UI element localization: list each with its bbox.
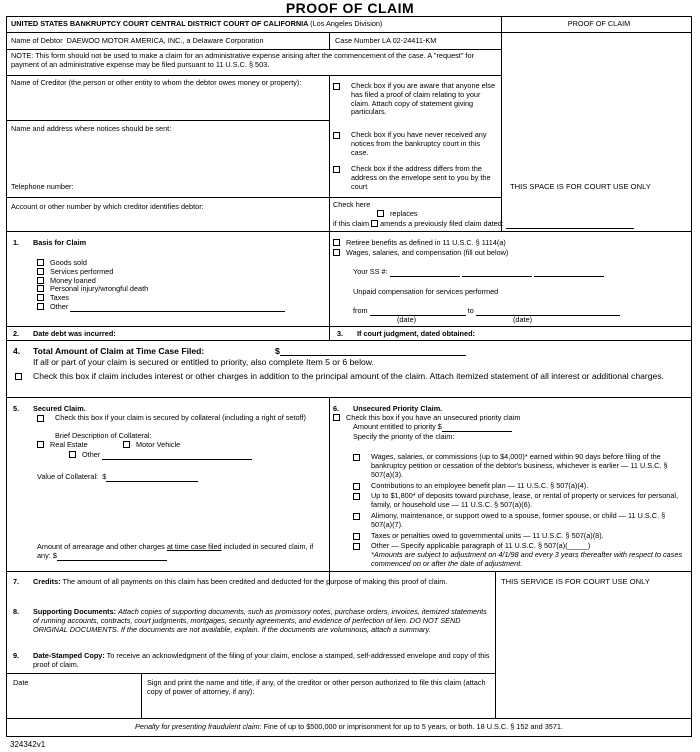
court-name — [11, 20, 382, 29]
arrearage-underlined: at time case filed — [166, 542, 222, 551]
arrearage-field — [37, 543, 327, 561]
checkbox[interactable] — [377, 210, 384, 217]
priority-deposits[interactable] — [353, 492, 687, 510]
ss-line-2[interactable] — [462, 270, 532, 277]
checkbox[interactable] — [69, 451, 76, 458]
collateral-value-field — [37, 473, 198, 482]
item3-num: 3. — [337, 329, 344, 338]
check-never-label: Check box if you have never received any notices from the bankruptcy court in this case. — [351, 130, 487, 157]
total-amount-field — [275, 346, 466, 356]
replaces-label: replaces — [390, 209, 418, 218]
to-date-line[interactable] — [476, 309, 620, 316]
check-never-received[interactable] — [333, 131, 499, 157]
motor-vehicle-label: Motor Vehicle — [136, 440, 181, 449]
priority-alimony[interactable] — [353, 512, 687, 530]
priority-amount-label: Amount entitled to priority $ — [353, 422, 442, 431]
note-text: NOTE: This form should not be used to make a claim for an administrative expense arising after the commencement of the case. A "request" for payment of an administrative expense may be filed pursuant to 11 U.S.C. § 503. — [11, 51, 474, 69]
dollar-sign: $ — [52, 550, 57, 560]
amends-label: amends a previously filed claim dated: — [380, 219, 504, 228]
ss-line-1[interactable] — [390, 270, 460, 277]
option-label: Services performed — [50, 266, 114, 276]
date-label: Date — [13, 678, 29, 687]
motor-vehicle-option[interactable] — [123, 441, 180, 450]
priority-amount-field — [353, 423, 512, 432]
retiree-benefits[interactable] — [333, 239, 506, 248]
checkbox[interactable] — [353, 454, 360, 461]
priority-footnote: *Amounts are subject to adjustment on 4/1/98 and every 3 years thereafter with respect to cases commenced on or after the date of adjustment. — [371, 550, 683, 568]
other-collateral-label: Other — [82, 450, 101, 459]
date-incurred-label: Date debt was incurred: — [33, 329, 116, 338]
check-aware-other-claim[interactable] — [333, 82, 499, 117]
credits-text: The amount of all payments on this claim has been credited and deducted for the purpose of making this proof of claim. — [62, 577, 448, 586]
case-number-field — [335, 37, 436, 46]
real-estate-label: Real Estate — [50, 440, 88, 449]
check-here-label: Check here — [333, 200, 371, 209]
penalty-notice — [7, 723, 691, 732]
ss-line-3[interactable] — [534, 270, 604, 277]
from-date-line[interactable] — [370, 309, 466, 316]
checkbox[interactable] — [15, 373, 22, 380]
total-amount-label: Total Amount of Claim at Time Case Filed: — [33, 346, 205, 356]
basis-num: 1. — [13, 238, 20, 247]
checkbox[interactable] — [37, 441, 44, 448]
total-amount-note: If all or part of your claim is secured or entitled to priority, also complete Item 5 or 6 below. — [33, 357, 374, 367]
checkbox[interactable] — [333, 249, 340, 256]
option-label: Goods sold — [50, 258, 87, 267]
secured-check-label: Check this box if your claim is secured by collateral (including a right of setoff) — [55, 413, 306, 422]
penalty-label: Penalty for presenting fraudulent claim: — [135, 722, 262, 731]
checkbox[interactable] — [37, 259, 44, 266]
item4-num: 4. — [13, 346, 21, 356]
basis-personal-injury[interactable] — [37, 285, 285, 294]
page-title: PROOF OF CLAIM — [285, 0, 415, 16]
other-collateral-line[interactable] — [102, 453, 252, 460]
from-to-field — [353, 307, 620, 316]
unsecured-priority-label: Unsecured Priority Claim. — [353, 404, 443, 413]
item9-copy — [13, 652, 491, 670]
arrearage-text: Amount of arrearage and other charges — [37, 542, 165, 551]
item2-num: 2. — [13, 329, 20, 338]
brief-description-label: Brief Description of Collateral: — [55, 431, 152, 440]
court-name-text: UNITED STATES BANKRUPTCY COURT CENTRAL DISTRICT COURT OF CALIFORNIA — [11, 19, 309, 28]
priority-taxes-label: Taxes or penalties owed to governmental units — 11 U.S.C. § 507(a)(8). — [371, 531, 604, 540]
checkbox[interactable] — [333, 414, 340, 421]
case-number-value[interactable]: LA 02-24411-KM — [382, 36, 437, 45]
checkbox[interactable] — [37, 294, 44, 301]
checkbox[interactable] — [37, 285, 44, 292]
supporting-label: Supporting Documents: — [33, 607, 117, 616]
case-number-label: Case Number — [335, 36, 381, 45]
option-label: Money loaned — [50, 275, 96, 285]
account-number-label: Account or other number by which creditor identifies debtor: — [11, 202, 204, 211]
court-judgment-label: If court judgment, dated obtained: — [357, 329, 475, 338]
priority-benefit-label: Contributions to an employee benefit plan — 11 U.S.C. § 507(a)(4). — [371, 481, 589, 490]
checkbox[interactable] — [37, 268, 44, 275]
copy-text: To receive an acknowledgment of the filing of your claim, enclose a stamped, self-addressed envelope and copy of this proof of claim. — [33, 651, 490, 669]
address-label: Name and address where notices should be sent: — [11, 124, 172, 133]
other-collateral-option[interactable] — [69, 451, 252, 460]
priority-wages[interactable] — [353, 453, 687, 479]
from-date-caption: (date) — [397, 315, 417, 324]
item9-num: 9. — [13, 651, 20, 660]
credits-label: Credits: — [33, 577, 61, 586]
item7-num: 7. — [13, 577, 20, 586]
item6-num: 6. — [333, 404, 340, 413]
amend-date-line[interactable] — [506, 222, 634, 229]
basis-taxes[interactable] — [37, 294, 285, 303]
real-estate-option[interactable] — [37, 441, 88, 450]
check-amends[interactable] — [333, 220, 634, 229]
dollar-sign: $ — [102, 472, 107, 481]
priority-alimony-label: Alimony, maintenance, or support owed to a spouse, former spouse, or child — 11 U.S.C. § 507(a)(7). — [371, 511, 666, 529]
option-label: Other — [50, 301, 69, 311]
collateral-value-label: Value of Collateral: — [37, 472, 99, 481]
specify-priority-label: Specify the priority of the claim: — [353, 432, 455, 441]
check-aware-label: Check box if you are aware that anyone else has filed a proof of claim relating to your claim. Attach copy of statement giving particulars. — [351, 81, 495, 117]
checkbox[interactable] — [37, 303, 44, 310]
priority-deposits-label: Up to $1,800* of deposits toward purchase, lease, or rental of property or services for personal, family, or household use — 11 U.S.C. § 507(a)(6). — [371, 491, 679, 509]
priority-amount-line[interactable] — [442, 425, 512, 432]
retiree-label: Retiree benefits as defined in 11 U.S.C. § 1114(a) — [346, 238, 506, 247]
checkbox[interactable] — [37, 277, 44, 284]
service-court-use: THIS SERVICE IS FOR COURT USE ONLY — [501, 577, 650, 586]
telephone-label: Telephone number: — [11, 182, 74, 191]
secured-claim-label: Secured Claim. — [33, 404, 86, 413]
creditor-name-label: Name of Creditor (the person or other entity to whom the debtor owes money or property): — [11, 78, 302, 87]
debtor-field — [11, 37, 264, 46]
arrearage-text-2: included in secured claim, if any: — [37, 542, 314, 560]
item5-num: 5. — [13, 404, 20, 413]
priority-benefit-plan[interactable] — [353, 482, 687, 491]
interest-check[interactable] — [15, 371, 687, 381]
unsecured-check-label: Check this box if you have an unsecured priority claim — [346, 413, 521, 422]
checkbox[interactable] — [333, 83, 340, 90]
basis-other[interactable] — [37, 303, 285, 312]
checkbox[interactable] — [371, 220, 378, 227]
checkbox[interactable] — [353, 483, 360, 490]
checkbox[interactable] — [333, 239, 340, 246]
court-use-only: THIS SPACE IS FOR COURT USE ONLY — [510, 182, 651, 191]
checkbox[interactable] — [353, 513, 360, 520]
checkbox[interactable] — [123, 441, 130, 448]
collateral-value-line[interactable] — [106, 475, 198, 482]
copy-label: Date-Stamped Copy: — [33, 651, 105, 660]
checkbox[interactable] — [37, 415, 44, 422]
item8-supporting — [13, 608, 491, 634]
item8-num: 8. — [13, 607, 20, 616]
total-amount-line[interactable] — [280, 349, 466, 356]
interest-label: Check this box if claim includes interest or other charges in addition to the principal amount of the claim. Attach itemized statement of all interest or additional charges. — [33, 371, 665, 381]
item7-credits — [13, 578, 491, 587]
priority-taxes[interactable] — [353, 532, 687, 541]
checkbox[interactable] — [333, 166, 340, 173]
checkbox[interactable] — [353, 493, 360, 500]
basis-options — [37, 259, 285, 312]
secured-check[interactable] — [37, 414, 327, 423]
wages-salaries[interactable] — [333, 249, 508, 258]
check-address-label: Check box if the address differs from the address on the envelope sent to you by the court — [351, 164, 491, 191]
debtor-value[interactable]: DAEWOO MOTOR AMERICA, INC., a Delaware Corporation — [66, 36, 264, 45]
check-address-differs[interactable] — [333, 165, 499, 191]
dollar-sign: $ — [275, 346, 280, 356]
priority-other-label: Other — Specify applicable paragraph of 11 U.S.C. § 507(a)(_____) — [371, 541, 591, 550]
unpaid-comp-label: Unpaid compensation for services performed — [353, 287, 499, 296]
arrearage-line[interactable] — [57, 554, 167, 561]
priority-wages-label: Wages, salaries, or commissions (up to $4,000)* earned within 90 days before filing of the bankruptcy petition or cessation of the debtor's business, whichever is earlier — 11 U.S.C. § 507(a)(3). — [371, 452, 668, 479]
other-line[interactable] — [70, 305, 285, 312]
option-label: Taxes — [50, 293, 70, 302]
ss-label: Your SS #: — [353, 267, 388, 276]
debtor-label: Name of Debtor — [11, 36, 63, 45]
sign-instructions: Sign and print the name and title, if any, of the creditor or other person authorized to file this claim (attach copy of power of attorney, if any): — [147, 678, 486, 696]
court-division: (Los Angeles Division) — [310, 19, 383, 28]
check-replaces[interactable] — [377, 210, 418, 219]
checkbox[interactable] — [353, 533, 360, 540]
supporting-text: Attach copies of supporting documents, such as promissory notes, purchase orders, invoices, itemized statements of running accounts, contracts, court judgments, mortgages, security agreements, and evidence of perfection of lien. DO NOT SEND ORIGINAL DOCUMENTS. If the documents are not available, explain. If the documents are voluminous, attach a summary. — [33, 607, 487, 634]
to-date-caption: (date) — [513, 315, 533, 324]
if-claim-label: if this claim — [333, 219, 370, 228]
right-title: PROOF OF CLAIM — [567, 19, 631, 28]
ss-field — [353, 268, 604, 277]
wages-label: Wages, salaries, and compensation (fill out below) — [346, 248, 509, 257]
from-label: from — [353, 306, 368, 315]
to-label: to — [467, 306, 474, 315]
penalty-text: Fine of up to $500,000 or imprisonment for up to 5 years, or both. 18 U.S.C. § 152 and 3571. — [263, 722, 563, 731]
option-label: Personal injury/wrongful death — [50, 284, 149, 294]
checkbox[interactable] — [333, 132, 340, 139]
checkbox[interactable] — [353, 543, 360, 550]
basis-label: Basis for Claim — [33, 238, 87, 247]
claim-form — [6, 16, 692, 737]
document-id: 324342v1 — [10, 740, 46, 749]
